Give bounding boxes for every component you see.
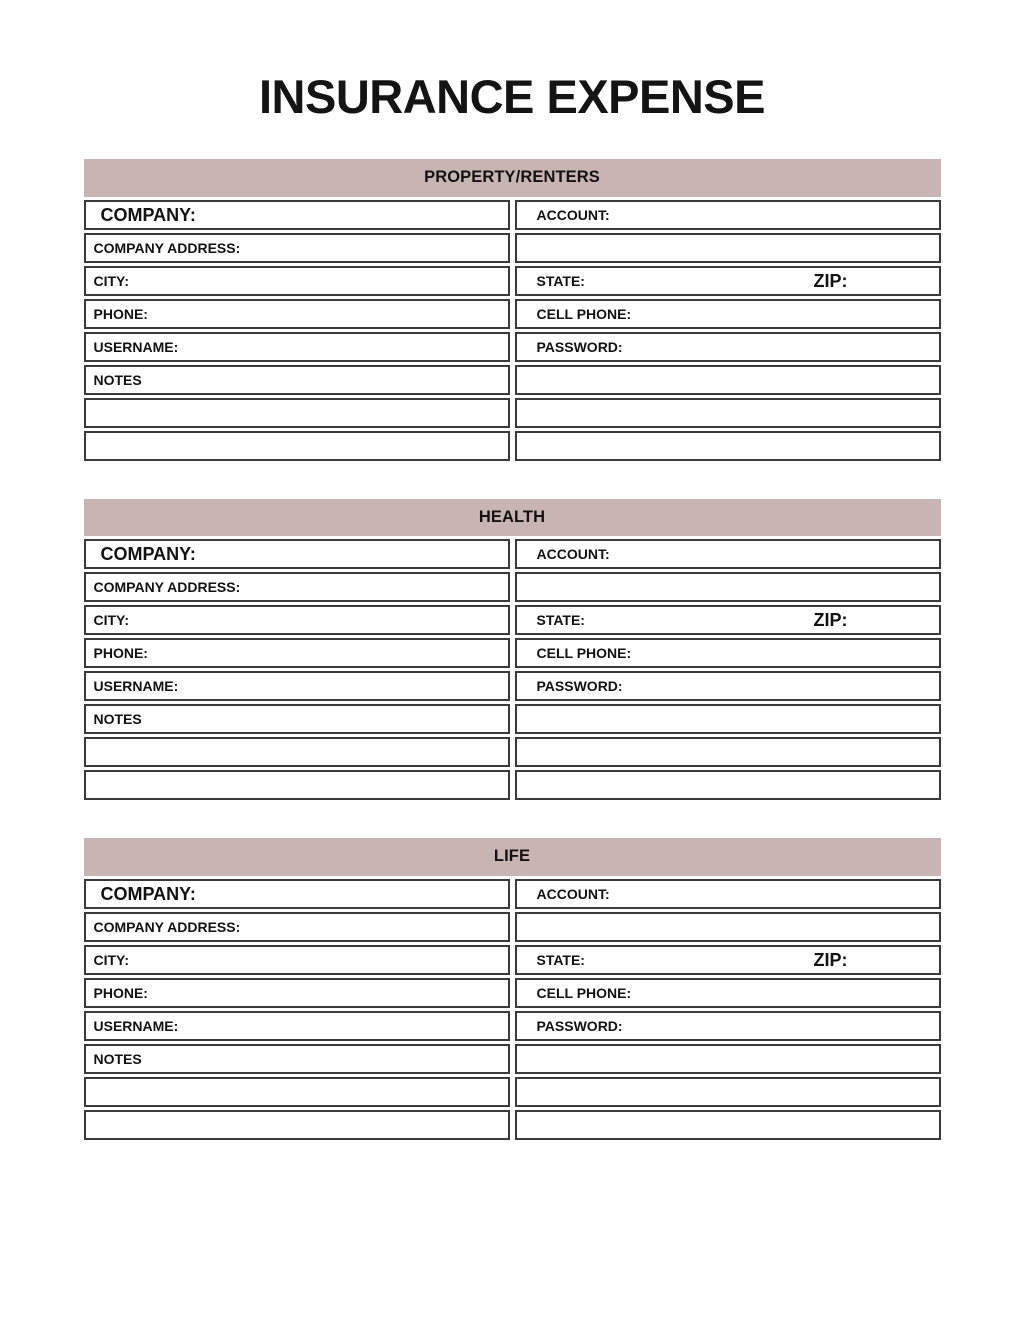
field-cell-right[interactable] [515, 879, 941, 909]
form-row [84, 737, 941, 767]
form-row [84, 200, 941, 230]
form-row [84, 1044, 941, 1074]
blank-field-cell-right[interactable] [515, 1110, 941, 1140]
field-cell-left[interactable] [84, 365, 510, 395]
field-label: COMPANY: [100, 883, 196, 904]
page-title: INSURANCE EXPENSE [259, 70, 765, 123]
form-row [84, 266, 941, 296]
field-cell-right[interactable] [515, 945, 941, 975]
blank-field-cell-right[interactable] [515, 365, 941, 395]
field-label: CITY: [93, 272, 130, 289]
field-label: COMPANY: [100, 544, 196, 565]
field-cell-right[interactable] [515, 978, 941, 1008]
field-label: STATE: [536, 612, 585, 629]
form-row [84, 605, 941, 635]
section-rows [84, 879, 941, 1140]
blank-field-cell-right[interactable] [515, 704, 941, 734]
field-cell-left[interactable] [84, 638, 510, 668]
zip-label: ZIP: [813, 610, 848, 631]
form-row [84, 912, 941, 942]
field-cell-left[interactable] [84, 200, 510, 230]
section-header: LIFE [84, 838, 941, 876]
blank-field-cell-right[interactable] [515, 572, 941, 602]
field-label: CELL PHONE: [536, 984, 632, 1001]
field-cell-left[interactable] [84, 1044, 510, 1074]
blank-field-cell-right[interactable] [515, 431, 941, 461]
section-header: PROPERTY/RENTERS [84, 159, 941, 197]
field-cell-right[interactable] [515, 332, 941, 362]
field-label: NOTES [93, 1050, 142, 1067]
form-row [84, 539, 941, 569]
zip-label: ZIP: [813, 949, 848, 970]
field-label: ACCOUNT: [536, 206, 610, 223]
form-row [84, 398, 941, 428]
field-label: PHONE: [93, 984, 148, 1001]
blank-field-cell-left[interactable] [84, 1110, 510, 1140]
blank-field-cell-left[interactable] [84, 1077, 510, 1107]
field-cell-left[interactable] [84, 879, 510, 909]
field-cell-left[interactable] [84, 332, 510, 362]
field-label: PHONE: [93, 305, 148, 322]
field-label: CELL PHONE: [536, 305, 632, 322]
insurance-section [84, 838, 941, 1140]
field-cell-left[interactable] [84, 1011, 510, 1041]
sections-container [0, 159, 1024, 1140]
field-cell-right[interactable] [515, 539, 941, 569]
field-cell-left[interactable] [84, 233, 510, 263]
section-rows [84, 539, 941, 800]
field-cell-left[interactable] [84, 671, 510, 701]
field-label: COMPANY: [100, 204, 196, 225]
form-row [84, 431, 941, 461]
field-cell-left[interactable] [84, 704, 510, 734]
blank-field-cell-left[interactable] [84, 737, 510, 767]
form-row [84, 299, 941, 329]
form-row [84, 572, 941, 602]
field-cell-left[interactable] [84, 605, 510, 635]
form-row [84, 671, 941, 701]
field-label: COMPANY ADDRESS: [93, 918, 241, 935]
field-label: NOTES [93, 371, 142, 388]
field-cell-left[interactable] [84, 945, 510, 975]
blank-field-cell-right[interactable] [515, 737, 941, 767]
field-label: PASSWORD: [536, 338, 623, 355]
field-label: STATE: [536, 272, 585, 289]
form-row [84, 233, 941, 263]
form-row [84, 704, 941, 734]
field-cell-left[interactable] [84, 978, 510, 1008]
form-row [84, 879, 941, 909]
field-cell-right[interactable] [515, 638, 941, 668]
field-cell-right[interactable] [515, 1011, 941, 1041]
form-row [84, 365, 941, 395]
form-row [84, 332, 941, 362]
section-rows [84, 200, 941, 461]
field-cell-left[interactable] [84, 912, 510, 942]
blank-field-cell-right[interactable] [515, 1044, 941, 1074]
zip-label: ZIP: [813, 270, 848, 291]
blank-field-cell-right[interactable] [515, 1077, 941, 1107]
field-label: COMPANY ADDRESS: [93, 579, 241, 596]
field-cell-right[interactable] [515, 200, 941, 230]
blank-field-cell-right[interactable] [515, 233, 941, 263]
section-header: HEALTH [84, 499, 941, 537]
field-label: PASSWORD: [536, 1017, 623, 1034]
insurance-section [84, 159, 941, 461]
blank-field-cell-right[interactable] [515, 912, 941, 942]
form-row [84, 978, 941, 1008]
blank-field-cell-left[interactable] [84, 398, 510, 428]
field-cell-right[interactable] [515, 299, 941, 329]
form-row [84, 945, 941, 975]
field-cell-right[interactable] [515, 605, 941, 635]
field-label: CITY: [93, 951, 130, 968]
field-label: ACCOUNT: [536, 546, 610, 563]
field-cell-left[interactable] [84, 266, 510, 296]
field-cell-left[interactable] [84, 572, 510, 602]
field-label: ACCOUNT: [536, 885, 610, 902]
blank-field-cell-right[interactable] [515, 398, 941, 428]
form-row [84, 1077, 941, 1107]
field-label: PASSWORD: [536, 678, 623, 695]
field-label: USERNAME: [93, 1017, 179, 1034]
field-cell-left[interactable] [84, 299, 510, 329]
field-label: CITY: [93, 612, 130, 629]
insurance-section [84, 499, 941, 801]
field-label: CELL PHONE: [536, 645, 632, 662]
form-row [84, 1110, 941, 1140]
blank-field-cell-left[interactable] [84, 431, 510, 461]
field-label: COMPANY ADDRESS: [93, 239, 241, 256]
field-label: USERNAME: [93, 338, 179, 355]
field-cell-right[interactable] [515, 266, 941, 296]
blank-field-cell-left[interactable] [84, 770, 510, 800]
field-cell-right[interactable] [515, 671, 941, 701]
form-row [84, 770, 941, 800]
field-label: NOTES [93, 711, 142, 728]
field-label: STATE: [536, 951, 585, 968]
form-row [84, 638, 941, 668]
field-label: USERNAME: [93, 678, 179, 695]
field-cell-left[interactable] [84, 539, 510, 569]
blank-field-cell-right[interactable] [515, 770, 941, 800]
form-row [84, 1011, 941, 1041]
field-label: PHONE: [93, 645, 148, 662]
